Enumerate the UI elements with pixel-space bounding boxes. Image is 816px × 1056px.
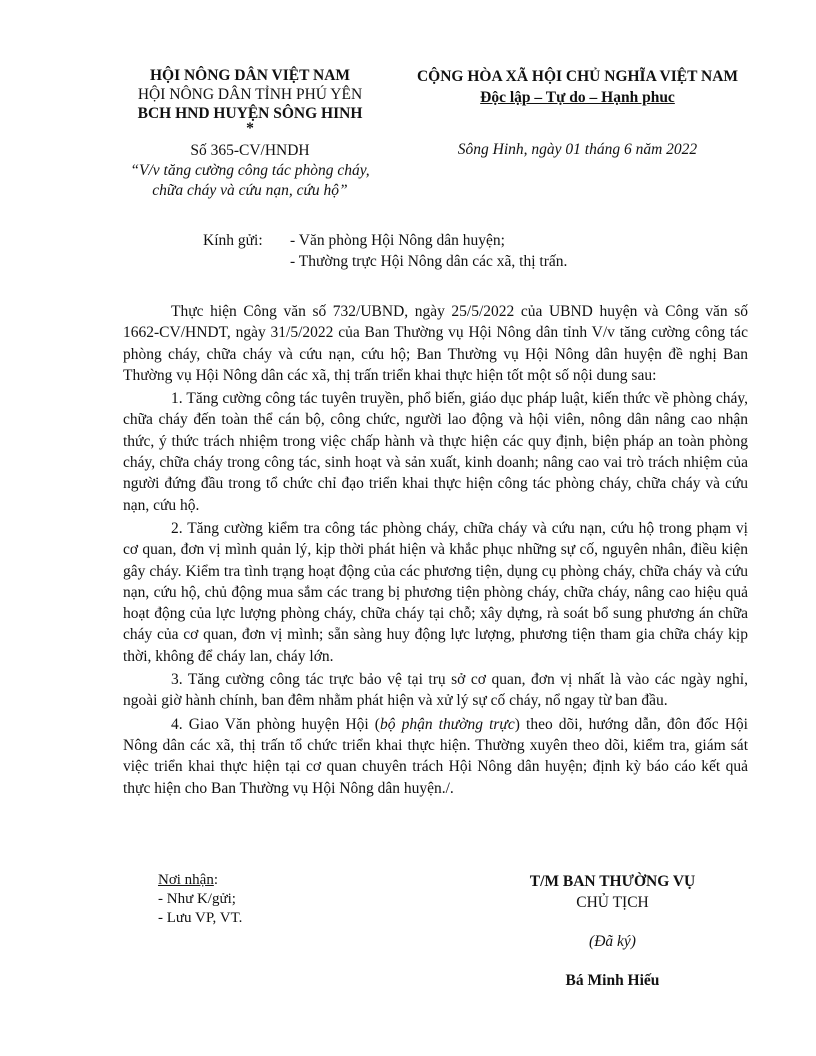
item-2-paragraph: 2. Tăng cường kiểm tra công tác phòng cháy, chữa cháy và cứu nạn, cứu hộ trong phạm vị cơ quan, đơn vị mình quản lý, kịp thời phát hiện và khắc phục những sự cố, nguyên nhân, điều kiện gây cháy. Kiểm tra tình trạng hoạt động của các phương tiện, dụng cụ phòng cháy, chữa cháy và cứu nạn, cứu hộ, chủ động mua sắm các trang bị phương tiện phòng cháy, chữa cháy, nâng cao hiệu quả hoạt động của lực lượng phòng cháy, chữa cháy tại chỗ; xây dựng, rà soát bổ sung phương án chữa cháy của cơ quan, đơn vị mình; sẵn sàng huy động lực lượng, phương tiện tham gia chữa cháy kịp thời, không để cháy lan, cháy lớn. [123,519,748,665]
intro-paragraph: Thực hiện Công văn số 732/UBND, ngày 25/5/2022 của UBND huyện và Công văn số 1662-CV/HNDT, ngày 31/5/2022 của Ban Thường vụ Hội Nông dân tỉnh V/v tăng cường công tác phòng cháy, chữa cháy và cứu nạn, cứu hộ; Ban Thường vụ Hội Nông dân huyện đề nghị Ban Thường vụ Hội Nông dân các xã, thị trấn triển khai thực hiện tốt một số nội dung sau: [123,303,748,384]
item-4-paragraph [123,714,748,799]
item-4-text-a: 4. Giao Văn phòng huyện Hội ( [171,715,380,733]
recipients-label: Kính gửi: [203,232,263,249]
document-body [123,301,748,801]
item-4-italic: bộ phận thường trực [379,715,515,733]
recipient-item: - Thường trực Hội Nông dân các xã, thị trấn. [290,253,568,270]
org-line-1: HỘI NÔNG DÂN VIỆT NAM [149,67,351,84]
item-1-paragraph: 1. Tăng cường công tác tuyên truyền, phổ biến, giáo dục pháp luật, kiến thức về phòng cháy, chữa cháy đến toàn thể cán bộ, công chức, người lao động và hội viên, nông dân nâng cao nhận thức, ý thức trách nhiệm trong việc chấp hành và thực hiện các quy định, biện pháp an toàn phòng cháy, chữa cháy trong công tác, sinh hoạt và sản xuất, kinh doanh; nâng cao vai trò trách nhiệm của người đứng đầu trong tổ chức chỉ đạo triển khai thực hiện công tác phòng cháy, chữa cháy và cứu nạn, cứu hộ. [123,390,748,514]
recipients-list [290,230,710,272]
national-motto: Độc lập – Tự do – Hạnh phuc [480,89,675,106]
organization-header [120,66,380,135]
recipients-footer [158,871,242,928]
subject-line-1: “V/v tăng cường công tác phòng cháy, [130,162,370,179]
item-4-text-b: ) theo dõi, hướng dẫn, đôn đốc Hội Nông dân các xã, thị trấn tổ chức triển khai thực hiện. Thường xuyên theo dõi, kiểm tra, giám sát việc triển khai thực hiện tại cơ quan chuyên trách Hội Nông dân huyện; định kỳ báo cáo kết quả thực hiện cho Ban Thường vụ Hội Nông dân huyện./. [123,715,748,797]
signature-block [480,871,745,991]
recipient-item: - Văn phòng Hội Nông dân huyện; [290,232,505,249]
noi-nhan-item: - Lưu VP, VT. [158,910,243,926]
signed-note: (Đã ký) [589,933,636,950]
sign-position: CHỦ TỊCH [576,894,649,911]
item-3-paragraph: 3. Tăng cường công tác trực bảo vệ tại trụ sở cơ quan, đơn vị nhất là vào các ngày nghỉ, ngoài giờ hành chính, ban đêm nhằm phát hiện và xử lý sự cố cháy, nổ ngay từ ban đầu. [123,671,748,710]
noi-nhan-item: - Như K/gửi; [158,891,236,907]
org-star: * [246,120,254,137]
signer-name: Bá Minh Hiếu [565,972,660,989]
org-line-2: HỘI NÔNG DÂN TỈNH PHÚ YÊN [137,86,363,103]
org-line-3: BCH HND HUYỆN SÔNG HINH [137,105,363,122]
noi-nhan-colon: : [213,872,219,888]
subject-line-2: chữa cháy và cứu nạn, cứu hộ” [152,182,348,199]
sign-title: T/M BAN THƯỜNG VỤ [529,873,696,890]
national-header [400,66,755,108]
document-number-block [120,141,380,201]
document-number: Số 365-CV/HNDH [190,142,310,159]
place-date: Sông Hinh, ngày 01 tháng 6 năm 2022 [457,141,698,158]
noi-nhan-label: Nơi nhận [158,872,214,888]
nation-title: CỘNG HÒA XÃ HỘI CHỦ NGHĨA VIỆT NAM [416,68,739,85]
